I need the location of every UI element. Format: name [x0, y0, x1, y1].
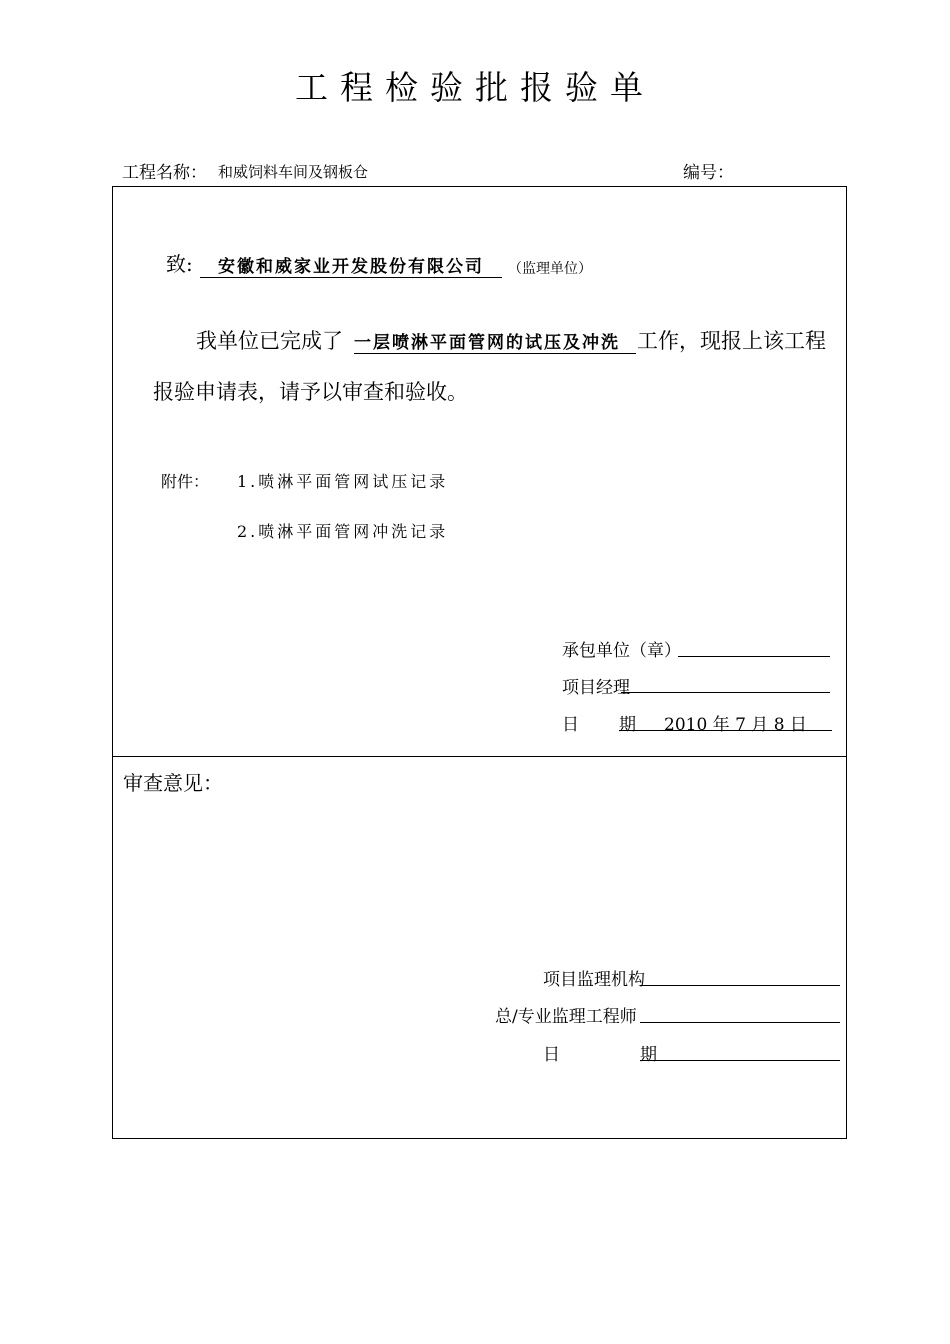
review-date-label-2: 期: [640, 1045, 657, 1065]
review-opinion-label: 审查意见：: [123, 771, 223, 795]
contractor-date-label-1: 日: [562, 715, 579, 735]
supervision-unit-field: 安徽和威家业开发股份有限公司: [200, 252, 502, 278]
to-label: 致:: [166, 252, 193, 276]
contractor-unit-label: 承包单位（章）: [562, 641, 681, 661]
contractor-date-label-2: 期: [619, 715, 636, 735]
project-name-value: 和威饲料车间及钢板仓: [218, 163, 369, 181]
supervising-engineer-line: [640, 1022, 840, 1023]
supervising-engineer-label: 总/专业监理工程师: [495, 1007, 637, 1027]
review-date-label-1: 日: [543, 1045, 560, 1065]
completion-prefix: 我单位已完成了: [196, 329, 343, 353]
supervision-org-label: 项目监理机构: [543, 970, 645, 990]
contractor-unit-line: [678, 656, 830, 657]
attachment-item-2: 2.喷淋平面管网冲洗记录: [237, 522, 449, 541]
project-name-label: 工程名称：: [122, 163, 207, 183]
supervision-unit-suffix: （监理单位）: [508, 261, 592, 277]
page-title: 工程检验批报验单: [295, 68, 655, 107]
project-manager-label: 项目经理: [562, 678, 630, 698]
attachment-item-1: 1.喷淋平面管网试压记录: [237, 472, 449, 491]
number-label: 编号：: [683, 163, 734, 183]
supervision-org-line: [640, 985, 840, 986]
contractor-date-value: 2010 年 7 月 8 日: [664, 715, 807, 735]
review-section: [112, 756, 847, 1139]
work-item-field: 一层喷淋平面管网的试压及冲洗: [354, 328, 636, 354]
completion-suffix: 工作，现报上该工程: [637, 329, 826, 353]
attachments-label: 附件：: [161, 472, 210, 491]
contractor-date-line: [619, 730, 832, 731]
review-date-line: [640, 1060, 840, 1061]
completion-line-2: 报验申请表，请予以审查和验收。: [153, 380, 468, 404]
project-manager-line: [621, 692, 830, 693]
